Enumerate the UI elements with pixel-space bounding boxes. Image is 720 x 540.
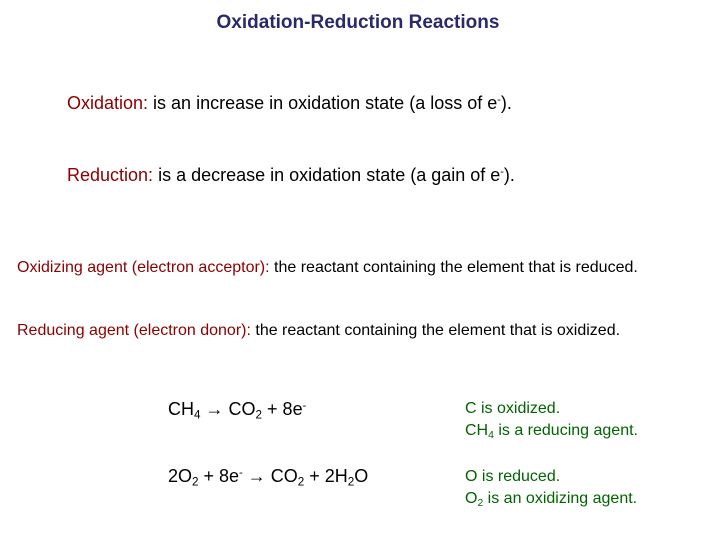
note-line: O is reduced. [465,468,561,485]
oxidizing-agent-term: Oxidizing agent (electron acceptor): [17,259,270,276]
eq1-subscript: 2 [255,408,263,422]
note-text: is a reducing agent. [493,422,638,439]
note-carbon-oxidized [465,398,638,442]
oxidation-text: is an increase in oxidation state (a loss of e [148,93,498,113]
reducing-agent-text: the reactant containing the element that is oxidized. [250,322,621,339]
eq2-term: O [354,466,369,486]
eq2-term: 2O [168,466,193,486]
electron-charge: - [497,94,501,107]
oxidizing-agent-text: the reactant containing the element that is reduced. [269,259,638,276]
oxidizing-agent-definition [17,259,638,277]
oxidation-term: Oxidation: [67,93,149,113]
reduction-text: is a decrease in oxidation state (a gain of e [153,165,501,185]
note-oxygen-reduced [465,466,637,510]
reducing-agent-definition [17,322,620,340]
equation-methane-oxidation [168,399,306,420]
eq2-term: → CO [242,466,298,486]
eq2-subscript: 2 [347,475,355,489]
eq2-subscript: 2 [192,475,199,489]
note-text: is an oxidizing agent. [483,490,638,507]
note-subscript: 2 [477,498,484,510]
eq1-superscript: - [302,400,307,413]
note-text: CH [465,422,489,439]
electron-charge: - [500,166,504,179]
eq1-subscript: 4 [194,408,201,422]
eq1-term: + 8e [262,399,303,419]
page-title: Oxidation-Reduction Reactions [216,12,500,33]
eq2-term: + 8e [198,466,240,486]
oxidation-definition [67,93,512,114]
reduction-term: Reduction: [67,165,154,185]
note-subscript: 4 [488,430,494,442]
eq2-superscript: - [239,467,243,480]
note-text: O [465,490,478,507]
eq1-term: → CO [200,399,256,419]
note-line: C is oxidized. [465,400,561,417]
eq2-subscript: 2 [297,475,305,489]
reduction-end: ). [503,165,515,185]
note-line [465,488,637,510]
oxidation-end: ). [500,93,512,113]
eq1-term: CH [168,399,194,419]
eq2-term: + 2H [304,466,348,486]
reduction-definition [67,165,515,186]
reducing-agent-term: Reducing agent (electron donor): [17,322,251,339]
note-line [465,420,638,442]
equation-oxygen-reduction [168,466,368,487]
